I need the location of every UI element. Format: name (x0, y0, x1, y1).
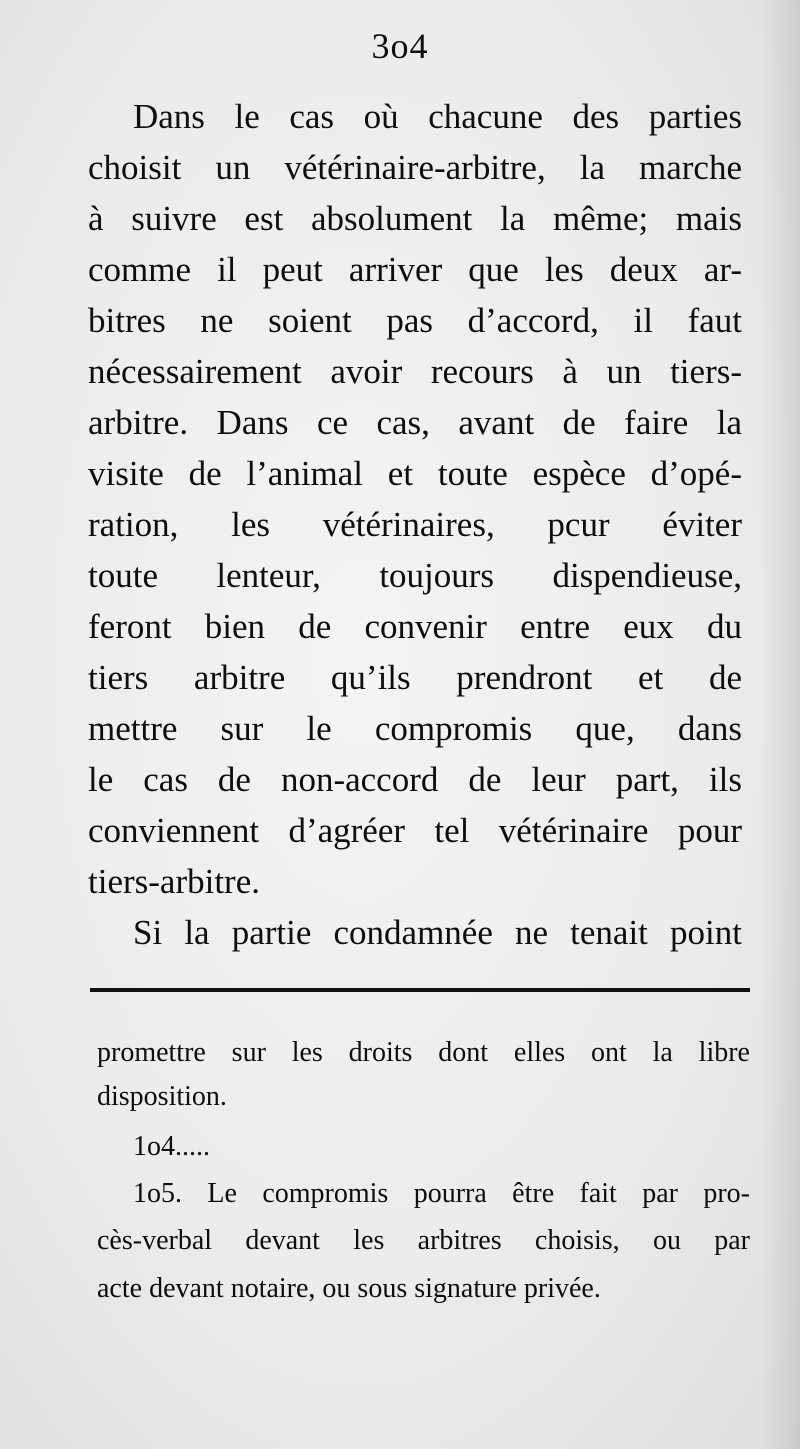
footnote-line: cès-verbal devant les arbitres choisis, ou par (97, 1225, 750, 1256)
page-number: 3o4 (371, 26, 429, 66)
paragraph-line: le cas de non-accord de leur part, ils (88, 760, 742, 799)
paragraph-line: mettre sur le compromis que, dans (88, 709, 742, 748)
paragraph-line: arbitre. Dans ce cas, avant de faire la (88, 403, 742, 442)
paragraph-line: visite de l’animal et toute espèce d’opé- (88, 454, 742, 493)
paragraph-line: tiers-arbitre. (88, 862, 260, 901)
paragraph-line: Dans le cas où chacune des parties (133, 97, 742, 136)
page-edge-shadow (760, 0, 800, 1449)
paragraph-line: comme il peut arriver que les deux ar- (88, 250, 742, 289)
paragraph-line: Si la partie condamnée ne tenait point (133, 913, 742, 952)
paragraph-line: choisit un vétérinaire-arbitre, la marche (88, 148, 742, 187)
paragraph-line: à suivre est absolument la même; mais (88, 199, 742, 238)
footnote-line: 1o4..... (133, 1131, 210, 1162)
paragraph-line: toute lenteur, toujours dispendieuse, (88, 556, 742, 595)
paragraph-line: bitres ne soient pas d’accord, il faut (88, 301, 742, 340)
paragraph-line: ration, les vétérinaires, pcur éviter (88, 505, 742, 544)
paragraph-line: feront bien de convenir entre eux du (88, 607, 742, 646)
paragraph-line: nécessairement avoir recours à un tiers- (88, 352, 742, 391)
footnote-line: 1o5. Le compromis pourra être fait par pro- (133, 1178, 750, 1209)
footnote-line: promettre sur les droits dont elles ont la libre (97, 1037, 750, 1068)
footnote-line: acte devant notaire, ou sous signature privée. (97, 1273, 601, 1304)
paragraph-line: conviennent d’agréer tel vétérinaire pour (88, 811, 742, 850)
footnote-separator-rule (90, 988, 750, 992)
paragraph-line: tiers arbitre qu’ils prendront et de (88, 658, 742, 697)
footnote-line: disposition. (97, 1081, 227, 1112)
